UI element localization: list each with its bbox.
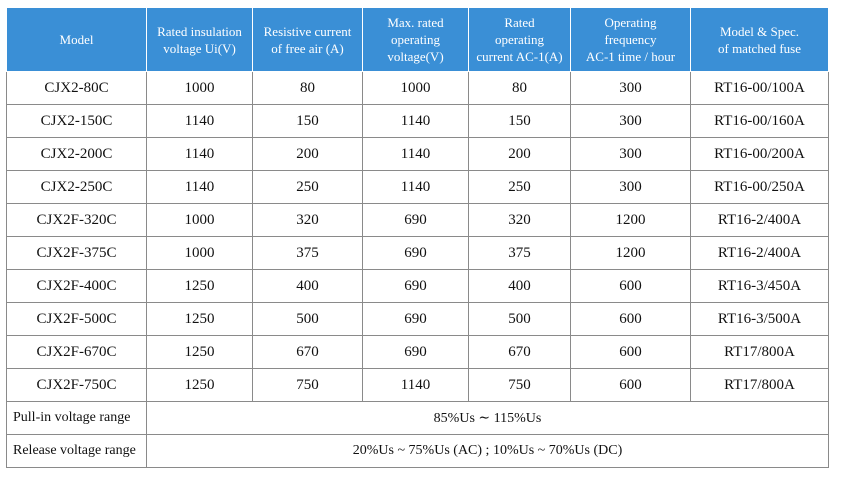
table-body [7,72,829,468]
cell-rated-insulation-voltage: 1000 [147,204,253,237]
cell-rated-operating-current: 375 [469,237,571,270]
header-rated-insulation-voltage [147,8,253,72]
cell-resistive-current: 320 [253,204,363,237]
cell-model: CJX2-80C [7,72,147,105]
header-line: operating [494,32,545,47]
cell-operating-frequency: 1200 [571,204,691,237]
footer-value: 85%Us ∼ 115%Us [147,402,829,435]
cell-max-rated-operating-voltage: 1140 [363,138,469,171]
contactor-spec-table [6,7,829,468]
cell-max-rated-operating-voltage: 690 [363,303,469,336]
table-row [7,336,829,369]
cell-matched-fuse: RT17/800A [691,336,829,369]
header-max-rated-operating-voltage [363,8,469,72]
cell-resistive-current: 670 [253,336,363,369]
header-operating-frequency [571,8,691,72]
cell-max-rated-operating-voltage: 1140 [363,171,469,204]
cell-model: CJX2F-400C [7,270,147,303]
cell-rated-operating-current: 320 [469,204,571,237]
cell-model: CJX2F-750C [7,369,147,402]
cell-max-rated-operating-voltage: 1140 [363,105,469,138]
cell-rated-insulation-voltage: 1140 [147,171,253,204]
cell-max-rated-operating-voltage: 690 [363,204,469,237]
cell-rated-operating-current: 200 [469,138,571,171]
footer-row [7,402,829,435]
header-line: AC-1 time / hour [585,49,676,64]
cell-matched-fuse: RT16-3/500A [691,303,829,336]
header-line: Max. rated [387,15,444,30]
table-row [7,105,829,138]
cell-matched-fuse: RT16-00/250A [691,171,829,204]
cell-matched-fuse: RT17/800A [691,369,829,402]
cell-rated-operating-current: 500 [469,303,571,336]
cell-resistive-current: 80 [253,72,363,105]
cell-rated-operating-current: 670 [469,336,571,369]
cell-max-rated-operating-voltage: 1140 [363,369,469,402]
cell-rated-insulation-voltage: 1250 [147,270,253,303]
cell-resistive-current: 500 [253,303,363,336]
table-row [7,138,829,171]
cell-rated-insulation-voltage: 1140 [147,138,253,171]
header-line: operating [390,32,441,47]
cell-operating-frequency: 300 [571,138,691,171]
cell-resistive-current: 200 [253,138,363,171]
cell-model: CJX2F-375C [7,237,147,270]
cell-resistive-current: 250 [253,171,363,204]
cell-rated-operating-current: 400 [469,270,571,303]
header-line: Model [59,32,94,47]
cell-operating-frequency: 300 [571,171,691,204]
header-line: current AC-1(A) [476,49,563,64]
header-rated-operating-current [469,8,571,72]
cell-max-rated-operating-voltage: 690 [363,237,469,270]
cell-rated-operating-current: 80 [469,72,571,105]
cell-model: CJX2-250C [7,171,147,204]
cell-operating-frequency: 1200 [571,237,691,270]
table-header-row [7,8,829,72]
cell-rated-insulation-voltage: 1250 [147,336,253,369]
table-row [7,204,829,237]
header-line: of matched fuse [717,40,802,56]
header-line: Rated [504,15,535,30]
cell-model: CJX2F-320C [7,204,147,237]
cell-operating-frequency: 300 [571,72,691,105]
cell-matched-fuse: RT16-3/450A [691,270,829,303]
table-row [7,237,829,270]
cell-resistive-current: 750 [253,369,363,402]
cell-resistive-current: 400 [253,270,363,303]
table-row [7,270,829,303]
cell-rated-operating-current: 150 [469,105,571,138]
cell-rated-operating-current: 250 [469,171,571,204]
cell-operating-frequency: 600 [571,369,691,402]
cell-model: CJX2-150C [7,105,147,138]
cell-max-rated-operating-voltage: 690 [363,336,469,369]
cell-rated-insulation-voltage: 1250 [147,369,253,402]
table-row [7,171,829,204]
footer-label: Pull-in voltage range [7,402,147,435]
cell-matched-fuse: RT16-2/400A [691,204,829,237]
cell-rated-insulation-voltage: 1000 [147,237,253,270]
header-matched-fuse [691,8,829,72]
cell-operating-frequency: 600 [571,336,691,369]
header-line: Rated insulation [157,23,242,39]
cell-matched-fuse: RT16-00/200A [691,138,829,171]
header-line: Model & Spec. [719,23,800,39]
cell-model: CJX2-200C [7,138,147,171]
cell-model: CJX2F-670C [7,336,147,369]
header-line: Operating [604,15,657,30]
header-line: voltage Ui(V) [163,40,236,56]
cell-rated-insulation-voltage: 1250 [147,303,253,336]
cell-rated-insulation-voltage: 1000 [147,72,253,105]
cell-matched-fuse: RT16-2/400A [691,237,829,270]
footer-row [7,435,829,468]
header-line: Resistive current [263,23,352,39]
cell-max-rated-operating-voltage: 690 [363,270,469,303]
cell-matched-fuse: RT16-00/100A [691,72,829,105]
cell-max-rated-operating-voltage: 1000 [363,72,469,105]
header-line: frequency [604,32,657,47]
cell-matched-fuse: RT16-00/160A [691,105,829,138]
header-resistive-current [253,8,363,72]
cell-resistive-current: 375 [253,237,363,270]
header-line: of free air (A) [271,40,344,56]
footer-value: 20%Us ~ 75%Us (AC) ; 10%Us ~ 70%Us (DC) [147,435,829,468]
table-row [7,72,829,105]
header-model [7,8,147,72]
cell-resistive-current: 150 [253,105,363,138]
cell-rated-insulation-voltage: 1140 [147,105,253,138]
table-row [7,369,829,402]
footer-label: Release voltage range [7,435,147,468]
header-line: voltage(V) [387,49,444,64]
cell-rated-operating-current: 750 [469,369,571,402]
cell-operating-frequency: 300 [571,105,691,138]
cell-model: CJX2F-500C [7,303,147,336]
cell-operating-frequency: 600 [571,270,691,303]
table-row [7,303,829,336]
cell-operating-frequency: 600 [571,303,691,336]
